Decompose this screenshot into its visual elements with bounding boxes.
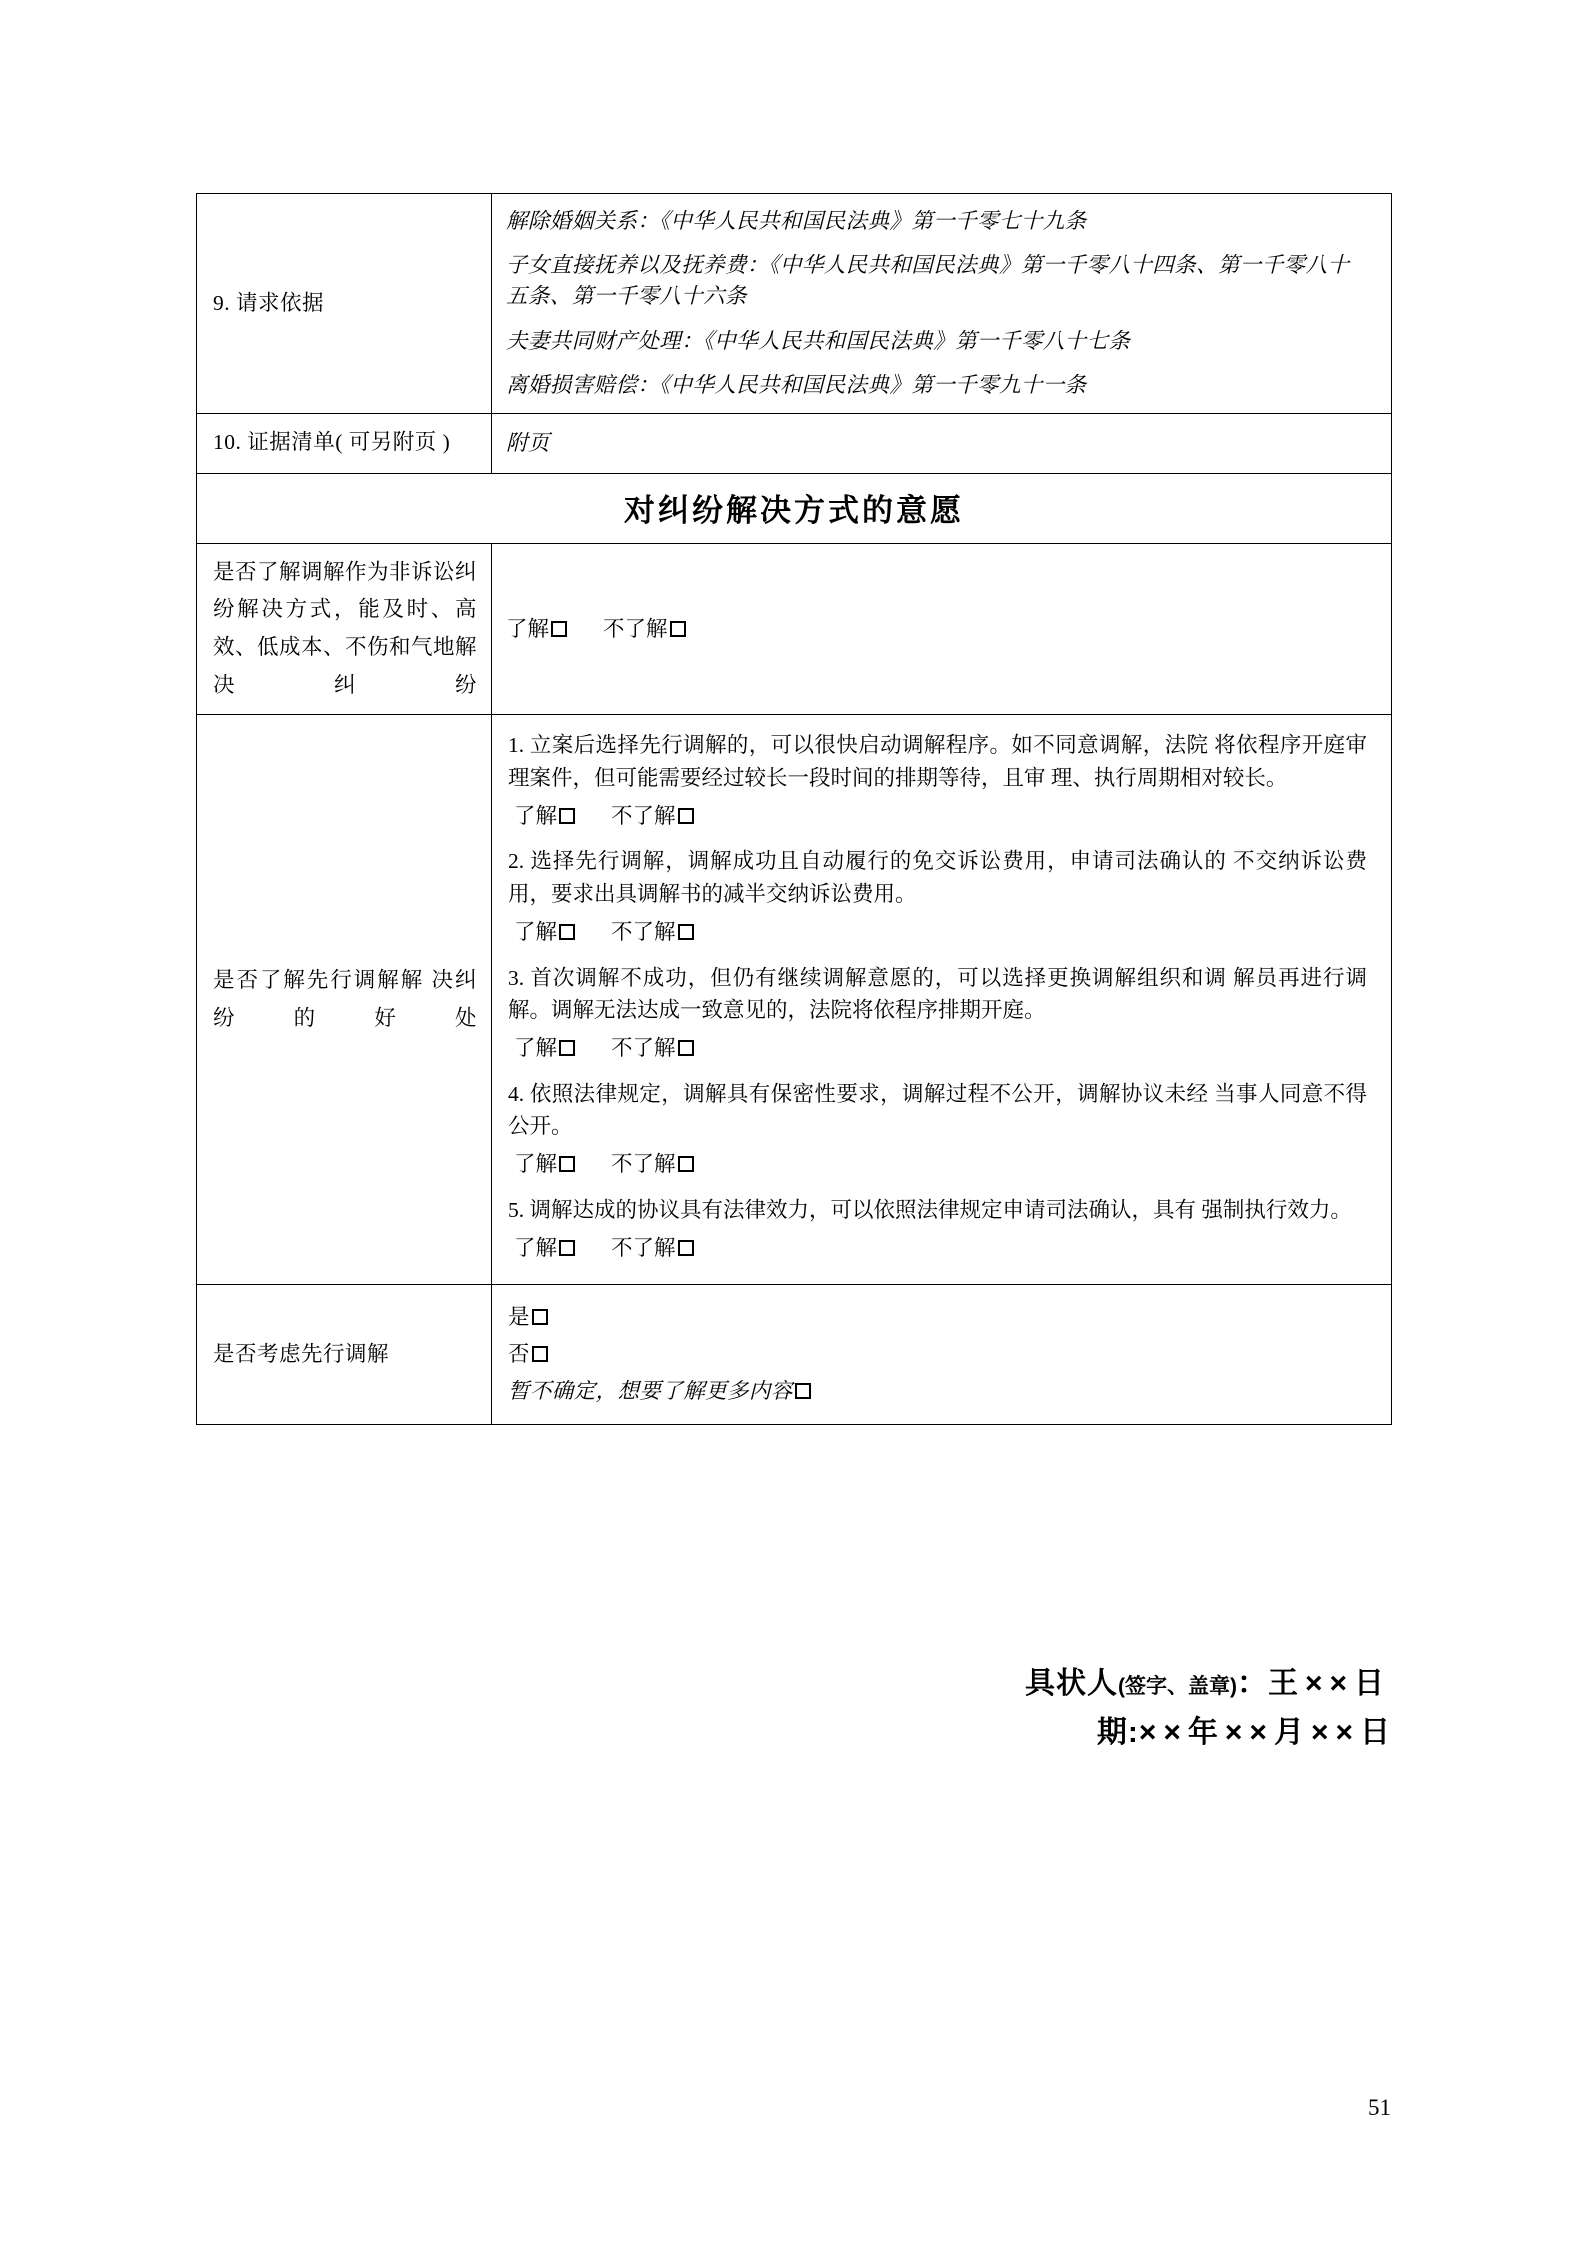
benefit-option-know[interactable] [514, 804, 575, 828]
evidence-list-value: 附页 [506, 430, 550, 455]
cell-benefits-label [197, 715, 492, 1285]
table-row-evidence-list [197, 413, 1392, 473]
cell-section-heading [197, 473, 1392, 543]
consider-option-undecided[interactable] [508, 1373, 1375, 1410]
claim-basis-line-4: 离婚损害赔偿：《中华人民共和国民法典》第一千零九十一条 [506, 372, 1087, 397]
consider-option-group [492, 1285, 1391, 1424]
benefit-option-know[interactable] [514, 1152, 575, 1176]
signature-day-unit: 日 [1360, 1715, 1391, 1749]
benefit-option-dontknow-label: 不了解 [611, 803, 676, 828]
page-number: 51 [1368, 2095, 1391, 2120]
checkbox-icon[interactable] [559, 1240, 575, 1256]
checkbox-icon[interactable] [795, 1383, 811, 1399]
benefit-item [508, 845, 1367, 952]
signature-title: 具状人 [1024, 1667, 1118, 1700]
benefit-option-know[interactable] [514, 920, 575, 944]
benefit-option-know-label: 了解 [514, 1235, 558, 1260]
consider-option-undecided-label: 暂不确定，想要了解更多内容 [508, 1379, 793, 1404]
consider-label: 是否考虑先行调解 [213, 1342, 390, 1367]
benefit-option-dontknow[interactable] [611, 1152, 694, 1176]
checkbox-icon[interactable] [559, 808, 575, 824]
benefit-item-options [508, 912, 1367, 953]
benefit-item-options [508, 1028, 1367, 1069]
signature-line-name [196, 1660, 1391, 1709]
checkbox-icon[interactable] [678, 1240, 694, 1256]
awareness-option-group [492, 597, 1391, 662]
checkbox-icon[interactable] [559, 1156, 575, 1172]
benefit-item-options [508, 1144, 1367, 1185]
checkbox-icon[interactable] [678, 808, 694, 824]
awareness-option-dontknow[interactable] [603, 617, 686, 641]
benefit-item [508, 729, 1367, 836]
checkbox-icon[interactable] [678, 924, 694, 940]
awareness-option-dontknow-label: 不了解 [603, 616, 668, 641]
benefit-option-know-label: 了解 [514, 803, 558, 828]
benefit-item-options [508, 796, 1367, 837]
checkbox-icon[interactable] [670, 621, 686, 637]
benefit-option-dontknow[interactable] [611, 920, 694, 944]
benefit-option-dontknow-label: 不了解 [611, 1235, 676, 1260]
consider-option-no[interactable] [508, 1336, 1375, 1373]
cell-awareness-label [197, 543, 492, 715]
signature-year-unit: 年 [1187, 1715, 1225, 1749]
benefit-option-dontknow-label: 不了解 [611, 1035, 676, 1060]
benefit-option-know[interactable] [514, 1036, 575, 1060]
benefit-item-text: 1. 立案后选择先行调解的，可以很快启动调解程序。如不同意调解，法院 将依程序开庭审理案件，但可能需要经过较长一段时间的排期等待，且审 理、执行周期相对较长。 [508, 733, 1367, 790]
signature-date-label: 期: [1096, 1715, 1139, 1749]
awareness-label: 是否了解调解作为非诉讼纠纷解决方式，能及时、高效、低成本、不伤和气地解决纠纷 [213, 559, 478, 697]
claim-basis-label: 9. 请求依据 [213, 290, 325, 315]
benefit-item [508, 1194, 1367, 1269]
benefit-option-know-label: 了解 [514, 919, 558, 944]
signature-name: 王 [1267, 1667, 1305, 1700]
benefit-option-dontknow[interactable] [611, 1236, 694, 1260]
benefit-option-dontknow-label: 不了解 [611, 919, 676, 944]
table-row-consider-mediation [197, 1285, 1392, 1425]
signature-block [196, 1660, 1391, 1757]
signature-date-head: 日 [1354, 1667, 1391, 1700]
signature-date-day: ×× [1310, 1715, 1360, 1749]
benefit-item-text: 2. 选择先行调解，调解成功且自动履行的免交诉讼费用，申请司法确认的 不交纳诉讼费用，要求出具调解书的减半交纳诉讼费用。 [508, 849, 1367, 907]
consider-option-yes[interactable] [508, 1299, 1375, 1336]
cell-evidence-value [492, 413, 1392, 473]
benefit-item [508, 962, 1367, 1069]
consider-option-yes-label: 是 [508, 1305, 530, 1330]
benefit-option-dontknow-label: 不了解 [611, 1152, 676, 1177]
awareness-option-know-label: 了解 [506, 616, 550, 641]
checkbox-icon[interactable] [559, 924, 575, 940]
evidence-list-label: 10. 证据清单( 可另附页 ) [213, 430, 451, 455]
complaint-form-table [196, 193, 1392, 1425]
awareness-option-know[interactable] [506, 617, 567, 641]
signature-date-year: ×× [1138, 1715, 1188, 1749]
cell-benefits-items [492, 715, 1392, 1285]
checkbox-icon[interactable] [678, 1040, 694, 1056]
checkbox-icon[interactable] [559, 1040, 575, 1056]
benefit-item-options [508, 1228, 1367, 1269]
cell-claim-basis-label [197, 194, 492, 414]
benefit-item [508, 1078, 1367, 1185]
signature-month-unit: 月 [1273, 1715, 1311, 1749]
signature-name-mark: ×× [1304, 1667, 1354, 1700]
benefit-option-know-label: 了解 [514, 1152, 558, 1177]
cell-consider-label [197, 1285, 492, 1425]
benefit-option-know[interactable] [514, 1236, 575, 1260]
benefit-option-know-label: 了解 [514, 1035, 558, 1060]
claim-basis-line-1: 解除婚姻关系：《中华人民共和国民法典》第一千零七十九条 [506, 209, 1087, 233]
benefits-item-list [492, 715, 1391, 1284]
signature-line-date [196, 1709, 1391, 1758]
signature-date-month: ×× [1224, 1715, 1274, 1749]
checkbox-icon[interactable] [532, 1309, 548, 1325]
benefit-item-text: 4. 依照法律规定，调解具有保密性要求，调解过程不公开，调解协议未经 当事人同意不得公开。 [508, 1081, 1367, 1139]
consider-option-no-label: 否 [508, 1342, 530, 1367]
cell-evidence-label [197, 413, 492, 473]
section-heading: 对纠纷解决方式的意愿 [624, 492, 964, 528]
claim-basis-line-3: 夫妻共同财产处理：《中华人民共和国民法典》第一千零八十七条 [506, 328, 1131, 353]
cell-consider-options [492, 1285, 1392, 1425]
table-row-mediation-benefits [197, 715, 1392, 1285]
signature-colon: ： [1236, 1667, 1268, 1700]
checkbox-icon[interactable] [551, 621, 567, 637]
benefit-item-text: 5. 调解达成的协议具有法律效力，可以依照法律规定申请司法确认，具有 强制执行效力。 [508, 1197, 1352, 1222]
claim-basis-list [492, 194, 1391, 413]
benefit-option-dontknow[interactable] [611, 1036, 694, 1060]
signature-paren-note: (签字、盖章) [1117, 1675, 1237, 1698]
benefit-option-dontknow[interactable] [611, 804, 694, 828]
checkbox-icon[interactable] [678, 1156, 694, 1172]
checkbox-icon[interactable] [532, 1346, 548, 1362]
benefit-item-text: 3. 首次调解不成功，但仍有继续调解意愿的，可以选择更换调解组织和调 解员再进行调解。调解无法达成一致意见的，法院将依程序排期开庭。 [508, 965, 1367, 1023]
cell-claim-basis-value [492, 194, 1392, 414]
table-row-section-heading [197, 473, 1392, 543]
claim-basis-line-2: 子女直接抚养以及抚养费：《中华人民共和国民法典》第一千零八十四条、第一千零八十五条、第一千零八十六条 [506, 253, 1350, 309]
table-row-mediation-awareness [197, 543, 1392, 715]
cell-awareness-options [492, 543, 1392, 715]
benefits-label: 是否了解先行调解解 决纠纷的好处 [213, 968, 477, 1030]
table-row-claim-basis [197, 194, 1392, 414]
